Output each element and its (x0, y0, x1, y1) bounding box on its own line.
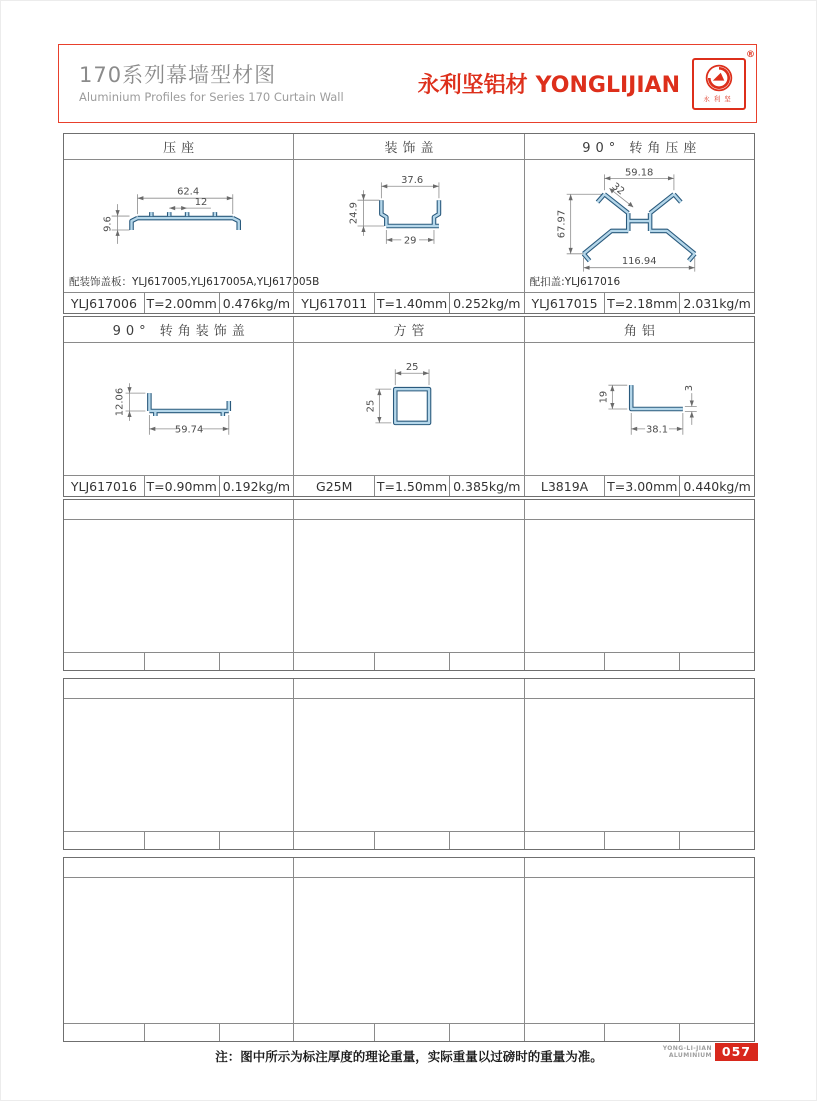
empty-table-3 (63, 857, 755, 1042)
footer-brand-line1: YONG-LI-JIAN (662, 1044, 712, 1052)
empty-cell (524, 679, 754, 698)
brand-name-cn: 永利坚铝材 (417, 73, 528, 98)
empty-spec (293, 653, 523, 670)
spec-weight: 2.031kg/m (679, 293, 754, 313)
brand-block (417, 49, 755, 110)
empty-cell (679, 653, 754, 670)
empty-cell (64, 699, 293, 831)
dim-label: 25 (406, 361, 419, 373)
profile-drawing-angle (525, 343, 754, 475)
matching-note-text: 配扣盖:YLJ617016 (529, 276, 621, 288)
profile-drawing-pressure-plate (64, 160, 293, 292)
profile-drawing-cover (294, 160, 523, 292)
registered-mark: ® (746, 49, 755, 60)
spec-row-square-tube (293, 476, 523, 496)
column-header-cover: 装饰盖 (293, 134, 523, 159)
page-number-badge: 057 (715, 1043, 758, 1061)
empty-drawing-row (64, 878, 754, 1023)
dim-label: 59.18 (624, 167, 654, 179)
column-header-corner-cover: 90° 转角装饰盖 (112, 324, 250, 339)
empty-cell (524, 520, 754, 652)
company-logo (692, 49, 755, 110)
table-1-spec-row (64, 292, 754, 313)
column-header-corner-pressure-plate: 90° 转角压座 (524, 134, 754, 159)
empty-cell (64, 858, 293, 877)
empty-cell (144, 653, 219, 670)
empty-cell (524, 699, 754, 831)
empty-cell (679, 1024, 754, 1041)
empty-table-1 (63, 499, 755, 671)
empty-cell (64, 679, 293, 698)
table-2-drawing-row (64, 343, 754, 475)
spec-code: YLJ617015 (531, 295, 598, 311)
column-header-angle: 角铝 (524, 317, 754, 342)
profile-drawing-corner-pressure-plate (525, 160, 754, 292)
drawing-cell-corner-cover (64, 343, 293, 475)
empty-cell (219, 653, 294, 670)
empty-cell (219, 832, 294, 849)
matching-note (530, 274, 620, 289)
matching-note (69, 274, 319, 289)
empty-spec (524, 1024, 754, 1041)
empty-cell (374, 653, 449, 670)
spec-code: L3819A (540, 478, 589, 494)
empty-cell (64, 1024, 144, 1041)
empty-cell (679, 832, 754, 849)
empty-cell (294, 653, 374, 670)
drawing-cell-square-tube (293, 343, 523, 475)
spec-thickness: T=2.00mm (144, 293, 219, 313)
matching-note-text: 配装饰盖板：YLJ617005,YLJ617005A,YLJ617005B (69, 276, 320, 288)
profile-table-2 (63, 316, 755, 497)
spec-thickness: T=0.90mm (144, 476, 219, 496)
empty-cell (293, 520, 523, 652)
spec-thickness: T=1.50mm (374, 476, 449, 496)
drawing-cell-angle (524, 343, 754, 475)
empty-drawing-row (64, 699, 754, 831)
empty-cell (294, 832, 374, 849)
empty-spec (293, 832, 523, 849)
empty-cell (449, 832, 524, 849)
spec-row-corner-cover (64, 476, 293, 496)
spec-weight: 0.192kg/m (219, 476, 294, 496)
empty-cell (604, 653, 679, 670)
dim-label: 12 (194, 197, 208, 209)
profile-drawing-corner-cover (64, 343, 293, 475)
page-subtitle: Aluminium Profiles for Series 170 Curtain Wall (79, 90, 344, 105)
spec-code: YLJ617011 (301, 295, 368, 311)
empty-cell (524, 878, 754, 1023)
empty-cell (374, 832, 449, 849)
empty-cell (64, 878, 293, 1023)
dim-label: 38.1 (645, 424, 668, 436)
empty-cell (293, 500, 523, 519)
empty-cell (144, 1024, 219, 1041)
empty-cell (525, 1024, 605, 1041)
empty-cell (293, 699, 523, 831)
empty-cell (525, 653, 605, 670)
brand-name-en: YONGLIJIAN (535, 73, 680, 98)
empty-header-row (64, 500, 754, 520)
spec-row-pressure-plate (64, 293, 293, 313)
empty-cell (524, 500, 754, 519)
spec-thickness: T=3.00mm (604, 476, 679, 496)
logo-text: 永利坚 (703, 94, 735, 103)
profile-table-1 (63, 133, 755, 314)
spec-weight: 0.440kg/m (679, 476, 754, 496)
empty-cell (64, 653, 144, 670)
drawing-cell-pressure-plate (64, 160, 320, 292)
empty-cell (219, 1024, 294, 1041)
logo-swirl-icon (704, 63, 734, 93)
drawing-cell-corner-pressure-plate (524, 160, 754, 292)
empty-spec (293, 1024, 523, 1041)
dim-label: 19 (598, 390, 610, 404)
empty-spec-row (64, 831, 754, 849)
dim-label: 12.06 (114, 387, 126, 417)
dim-label: 29 (404, 235, 417, 247)
empty-table-2 (63, 678, 755, 850)
empty-cell (293, 679, 523, 698)
profile-drawing-square-tube (294, 343, 523, 475)
drawing-cell-cover (293, 160, 523, 292)
page-title: 170系列幕墙型材图 (79, 62, 277, 87)
spec-thickness: T=1.40mm (374, 293, 449, 313)
table-2-spec-row (64, 475, 754, 496)
empty-cell (294, 1024, 374, 1041)
empty-cell (524, 858, 754, 877)
empty-cell (293, 858, 523, 877)
dim-label: 116.94 (621, 256, 657, 268)
empty-spec-row (64, 652, 754, 670)
dim-label: 25 (365, 399, 377, 413)
title-block (79, 63, 344, 104)
column-header-pressure-plate: 压座 (163, 141, 200, 156)
dim-label: 67.97 (556, 209, 568, 239)
empty-spec (64, 1024, 293, 1041)
footer-brand (663, 1045, 712, 1060)
empty-cell (64, 832, 144, 849)
empty-spec (524, 653, 754, 670)
spec-code: YLJ617016 (70, 478, 137, 494)
empty-cell (64, 500, 293, 519)
empty-cell (604, 1024, 679, 1041)
spec-code: YLJ617006 (70, 295, 137, 311)
spec-row-angle (524, 476, 754, 496)
dim-label: 32 (609, 181, 626, 198)
empty-cell (525, 832, 605, 849)
footer-note: 注：图中所示为标注厚度的理论重量，实际重量以过磅时的重量为准。 (215, 1049, 603, 1064)
empty-cell (293, 878, 523, 1023)
empty-header-row (64, 679, 754, 699)
empty-cell (64, 520, 293, 652)
spec-code: G25M (316, 478, 353, 494)
empty-drawing-row (64, 520, 754, 652)
dim-label: 62.4 (177, 186, 200, 198)
footer-brand-line2: ALUMINIUM (668, 1052, 712, 1059)
brand-name (418, 68, 680, 99)
empty-spec (64, 832, 293, 849)
table-1-header-row (64, 134, 754, 160)
empty-header-row (64, 858, 754, 878)
spec-row-cover (293, 293, 523, 313)
empty-spec (64, 653, 293, 670)
spec-weight: 0.385kg/m (449, 476, 524, 496)
empty-cell (374, 1024, 449, 1041)
dim-label: 9.6 (102, 216, 114, 232)
dim-label: 3 (683, 384, 695, 392)
table-1-drawing-row (64, 160, 754, 292)
empty-cell (604, 832, 679, 849)
empty-cell (449, 1024, 524, 1041)
page-header (58, 44, 757, 123)
empty-cell (449, 653, 524, 670)
page-mark (663, 1043, 758, 1061)
empty-spec (524, 832, 754, 849)
spec-weight: 0.252kg/m (449, 293, 524, 313)
spec-thickness: T=2.18mm (604, 293, 679, 313)
dim-label: 59.74 (174, 424, 204, 436)
empty-spec-row (64, 1023, 754, 1041)
empty-cell (144, 832, 219, 849)
dim-label: 24.9 (348, 202, 360, 225)
spec-weight: 0.476kg/m (219, 293, 294, 313)
column-header-square-tube: 方管 (293, 317, 523, 342)
spec-row-corner-pressure-plate (524, 293, 754, 313)
dim-label: 37.6 (401, 174, 424, 186)
table-2-header-row (64, 317, 754, 343)
